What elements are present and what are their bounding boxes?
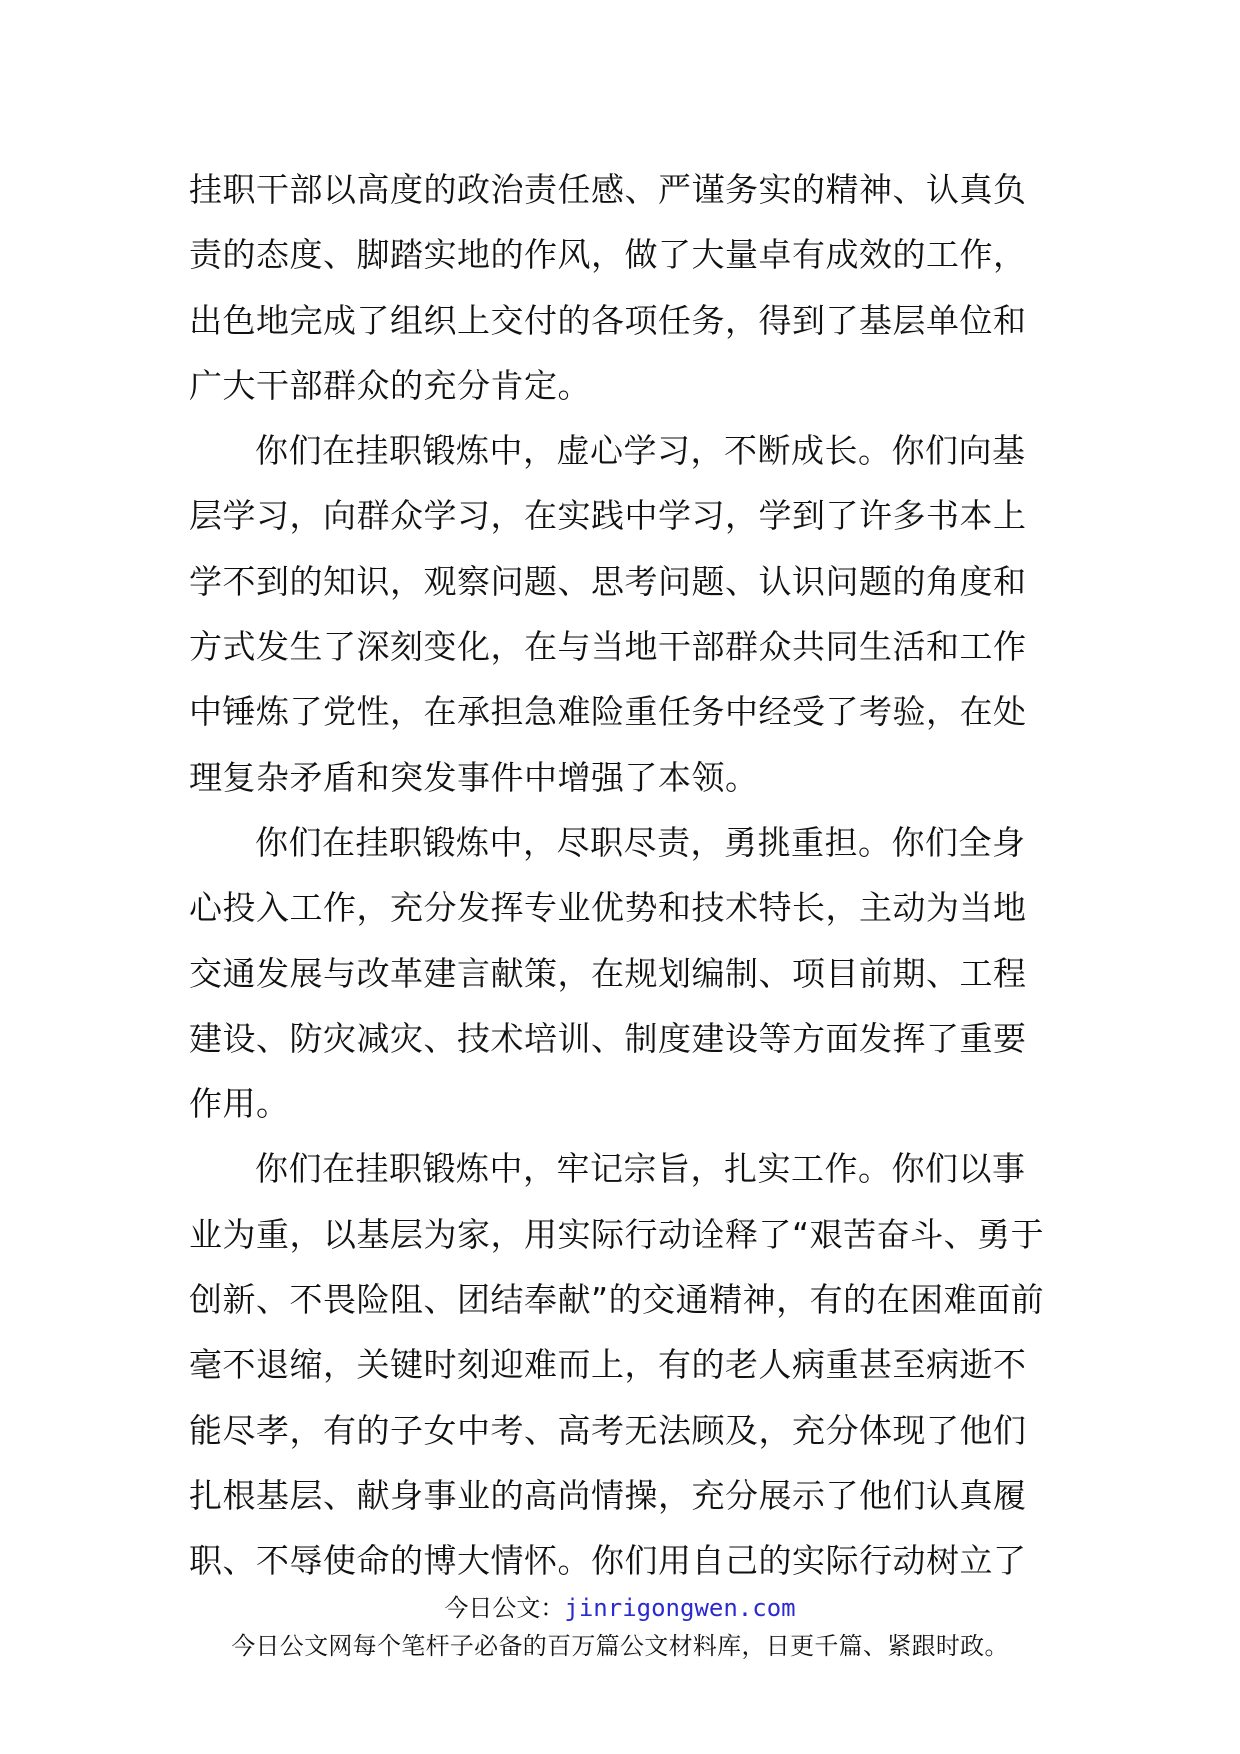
text-line: 毫不退缩，关键时刻迎难而上，有的老人病重甚至病逝不 [189,1345,1027,1385]
text-line: 中锤炼了党性，在承担急难险重任务中经受了考验，在处 [189,692,1027,732]
text-line: 交通发展与改革建言献策，在规划编制、项目前期、工程 [189,953,1027,993]
text-line: 挂职干部以高度的政治责任感、严谨务实的精神、认真负 [189,170,1027,209]
text-line: 学不到的知识，观察问题、思考问题、认识问题的角度和 [189,561,1027,601]
text-line: 理复杂矛盾和突发事件中增强了本领。 [189,757,759,797]
document-body [189,157,1045,1594]
text-line: 出色地完成了组织上交付的各项任务，得到了基层单位和 [189,300,1027,340]
text-line: 建设、防灾减灾、技术培训、制度建设等方面发挥了重要 [189,1018,1027,1058]
text-line: 责的态度、脚踏实地的作风，做了大量卓有成效的工作， [189,235,1027,275]
text-line: 方式发生了深刻变化，在与当地干部群众共同生活和工作 [189,627,1027,667]
text-line: 你们在挂职锻炼中，尽职尽责，勇挑重担。你们全身 [255,822,1026,862]
text-line: 职、不辱使命的博大情怀。你们用自己的实际行动树立了 [189,1541,1027,1581]
text-line: 业为重，以基层为家，用实际行动诠释了“艰苦奋斗、勇于 [189,1214,1045,1254]
text-line: 你们在挂职锻炼中，虚心学习，不断成长。你们向基 [255,431,1026,471]
footer-slogan: 今日公文网每个笔杆子必备的百万篇公文材料库，日更千篇、紧跟时政。 [231,1632,1009,1660]
footer-site-line [0,1592,1240,1624]
text-line: 创新、不畏险阻、团结奉献”的交通精神，有的在困难面前 [189,1280,1045,1320]
text-line: 作用。 [189,1084,290,1124]
text-line: 层学习，向群众学习，在实践中学习，学到了许多书本上 [189,496,1027,536]
text-line: 你们在挂职锻炼中，牢记宗旨，扎实工作。你们以事 [255,1149,1026,1189]
footer-site-link[interactable]: jinrigongwen.com [564,1594,796,1622]
text-line: 心投入工作，充分发挥专业优势和技术特长，主动为当地 [189,888,1027,928]
text-line: 扎根基层、献身事业的高尚情操，充分展示了他们认真履 [189,1475,1027,1515]
footer-site-label: 今日公文： [444,1594,565,1622]
text-line: 能尽孝，有的子女中考、高考无法顾及，充分体现了他们 [189,1410,1027,1450]
text-line: 广大干部群众的充分肯定。 [189,365,591,405]
